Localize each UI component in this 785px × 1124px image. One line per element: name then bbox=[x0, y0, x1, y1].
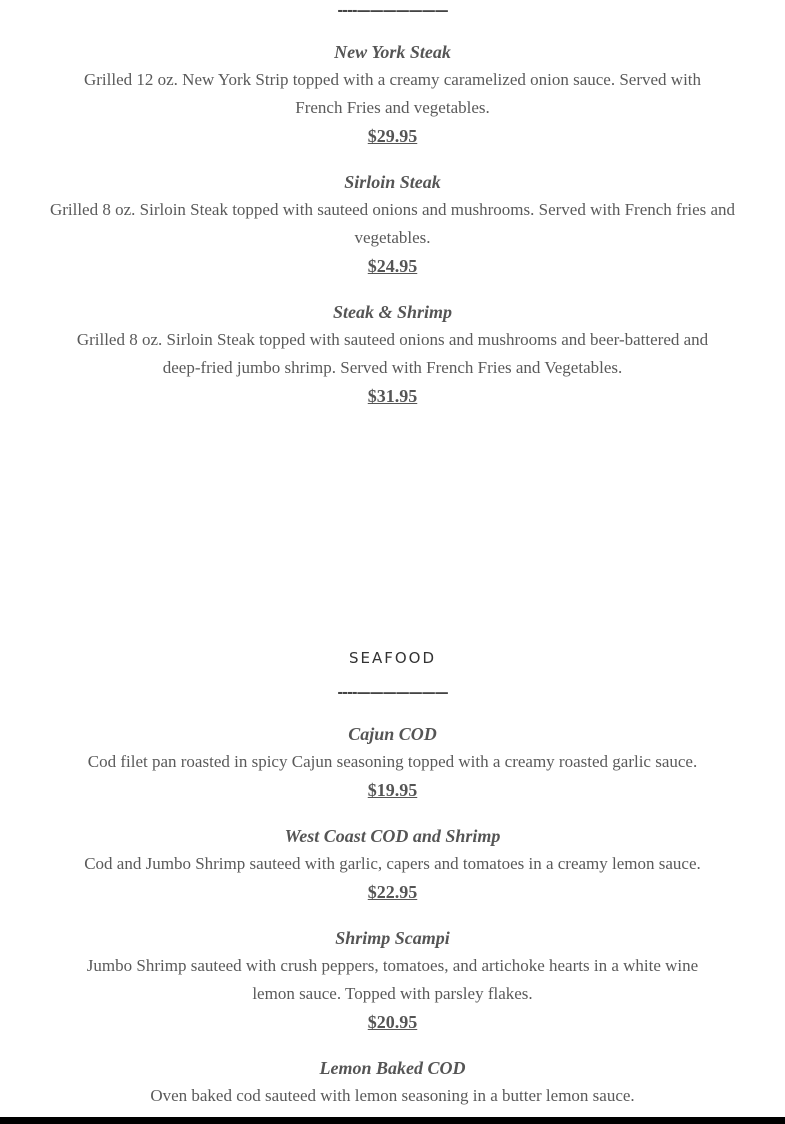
section-divider: ----——————— bbox=[337, 3, 448, 19]
section-title-seafood: SEAFOOD bbox=[348, 649, 437, 667]
menu-item bbox=[0, 298, 785, 410]
menu-item-description: Grilled 8 oz. Sirloin Steak topped with sauteed onions and mushrooms. Served with French fries and vegetables. bbox=[49, 200, 736, 247]
menu-item bbox=[0, 822, 785, 906]
menu-item-description: Grilled 12 oz. New York Strip topped with a creamy caramelized onion sauce. Served with French Fries and vegetables. bbox=[83, 70, 702, 117]
menu-item-name: Sirloin Steak bbox=[344, 172, 441, 192]
menu-item-description: Cod filet pan roasted in spicy Cajun seasoning topped with a creamy roasted garlic sauce. bbox=[87, 752, 698, 771]
menu-item bbox=[0, 1054, 785, 1110]
menu-item-name: Cajun COD bbox=[348, 724, 437, 744]
menu-item-description: Jumbo Shrimp sauteed with crush peppers, tomatoes, and artichoke hearts in a white wine lemon sauce. Topped with parsley flakes. bbox=[86, 956, 699, 1003]
bottom-bar bbox=[0, 1117, 785, 1124]
menu-item-description: Cod and Jumbo Shrimp sauteed with garlic, capers and tomatoes in a creamy lemon sauce. bbox=[84, 854, 701, 873]
menu-item-description: Oven baked cod sauteed with lemon seasoning in a butter lemon sauce. bbox=[150, 1086, 635, 1105]
menu-item-name: Shrimp Scampi bbox=[335, 928, 450, 948]
menu-item-price[interactable]: $22.95 bbox=[367, 882, 418, 902]
menu-item bbox=[0, 168, 785, 280]
menu-item-description: Grilled 8 oz. Sirloin Steak topped with sauteed onions and mushrooms and beer-battered and deep-fried jumbo shrimp. Served with French Fries and Vegetables. bbox=[76, 330, 709, 377]
menu-item-price[interactable]: $24.95 bbox=[367, 256, 418, 276]
menu-item bbox=[0, 38, 785, 150]
menu-item-price[interactable]: $19.95 bbox=[367, 780, 418, 800]
menu-item-name: Lemon Baked COD bbox=[319, 1058, 466, 1078]
menu-item-price[interactable]: $20.95 bbox=[367, 1012, 418, 1032]
menu-item-name: New York Steak bbox=[334, 42, 451, 62]
menu-item bbox=[0, 720, 785, 804]
menu-item-name: Steak & Shrimp bbox=[332, 302, 453, 322]
menu-item-name: West Coast COD and Shrimp bbox=[284, 826, 501, 846]
section-divider: ----——————— bbox=[337, 685, 448, 701]
menu-item bbox=[0, 924, 785, 1036]
menu-item-price[interactable]: $31.95 bbox=[367, 386, 418, 406]
menu-item-price[interactable]: $29.95 bbox=[367, 126, 418, 146]
